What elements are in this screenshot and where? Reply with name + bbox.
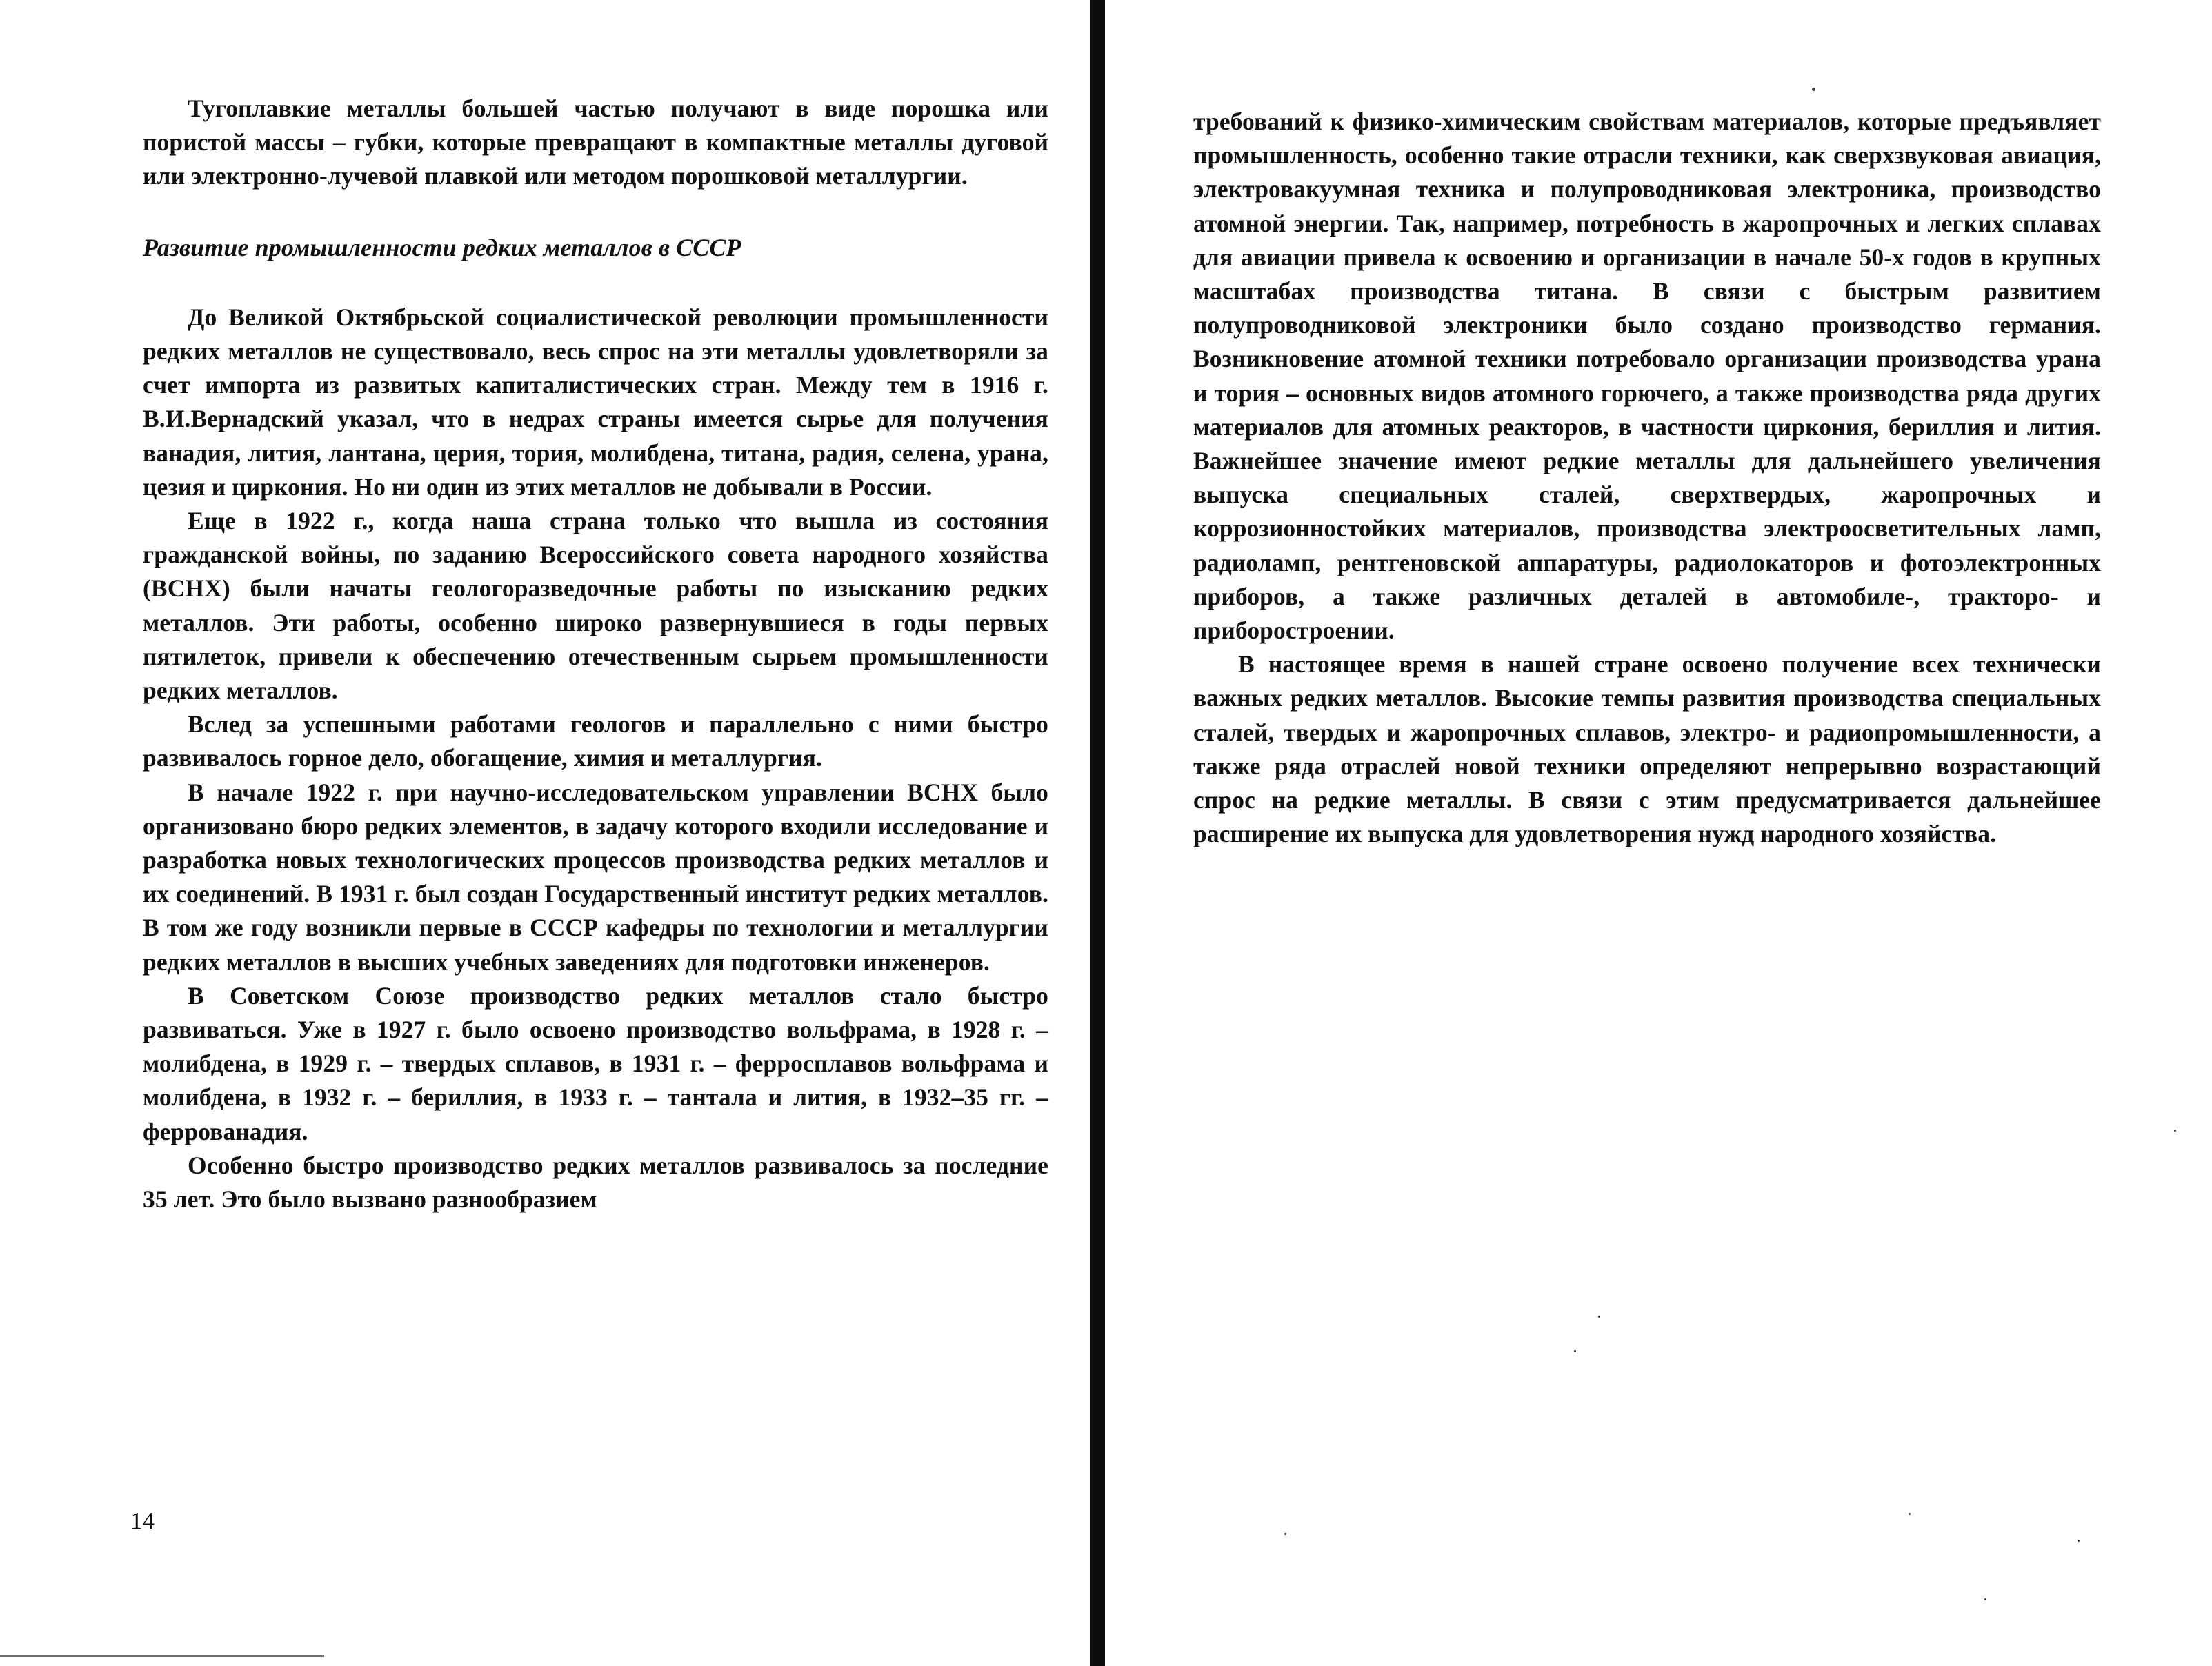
intro-paragraph: Тугоплавкие металлы большей частью получают в виде порошка или пористой массы – губки, которые превращают в компактные металлы дуговой или электронно-лучевой плавкой или методом порошковой металлургии. <box>143 94 1048 190</box>
scan-speck <box>2174 1130 2176 1132</box>
paragraph-1922-geology: Еще в 1922 г., когда наша страна только что вышла из состояния гражданской войны, по заданию Всероссийского совета народного хозяйства (ВСНХ) были начаты геологоразведочные работы по изысканию редких металлов. Эти работы, особенно широко развернувшиеся в годы первых пятилеток, привели к обеспечению отечественным сырьем промышленности редких металлов. <box>143 507 1048 705</box>
paragraph-mining: Вслед за успешными работами геологов и параллельно с ними быстро развивалось горное дело, обогащение, химия и металлургия. <box>143 710 1048 772</box>
scan-speck <box>1909 1513 1911 1515</box>
paragraph-present-time: В настоящее время в нашей стране освоено получение всех технически важных редких металлов. Высокие темпы развития производства специальных сталей, твердых и жаропрочных сплавов, электро- и радиопромышленности, а также ряда отраслей новой техники определяют непрерывно возрастающий спрос на редкие металлы. В связи с этим предусматривается дальнейшее расширение их выпуска для удовлетворения нужд народного хозяйства. <box>1193 650 2101 848</box>
scan-bottom-line <box>0 1655 324 1657</box>
paragraph-last-35-years: Особенно быстро производство редких металлов развивалось за последние 35 лет. Это было вызвано разнообразием <box>143 1151 1048 1214</box>
paragraph-production-dates: В Советском Союзе производство редких металлов стало быстро развиваться. Уже в 1927 г. было освоено производство вольфрама, в 1928 г. – молибдена, в 1929 г. – твердых сплавов, в 1931 г. – ферросплавов вольфрама и молибдена, в 1932 г. – бериллия, в 1933 г. – тантала и лития, в 1932–35 гг. – феррованадия. <box>143 981 1048 1145</box>
scan-speck <box>1574 1350 1576 1352</box>
right-text-column <box>1193 105 2101 851</box>
page-number: 14 <box>130 1507 155 1534</box>
scan-speck <box>1984 1598 1986 1600</box>
scan-speck <box>1598 1316 1600 1318</box>
paragraph-requirements: требований к физико-химическим свойствам материалов, которые предъявляет промышленность, особенно такие отрасли техники, как сверхзвуковая авиация, электровакуумная техника и полупроводниковая электроника, производство атомной энергии. Так, например, потребность в жаропрочных и легких сплавах для авиации привела к освоению и организации в начале 50-х годов в крупных масштабах производства титана. В связи с быстрым развитием полупроводниковой электроники было создано производство германия. Возникновение атомной техники потребовало организации производства урана и тория – основных видов атомного горючего, а также производства ряда других материалов для атомных реакторов, в частности циркония, бериллия и лития. Важнейшее значение имеют редкие металлы для дальнейшего увеличения выпуска специальных сталей, сверхтвердых, жаропрочных и коррозионностойких материалов, производства электроосветительных ламп, радиоламп, рентгеновской аппаратуры, радиолокаторов и фотоэлектронных приборов, а также различных деталей в автомобиле-, тракторо- и приборостроении. <box>1193 108 2101 645</box>
left-text-column <box>143 92 1048 1216</box>
book-gutter <box>1090 0 1105 1666</box>
left-page <box>0 0 1090 1666</box>
paragraph-revolution: До Великой Октябрьской социалистической революции промышленности редких металлов не существовало, весь спрос на эти металлы удовлетворяли за счет импорта из развитых капиталистических стран. Между тем в 1916 г. В.И.Вернадский указал, что в недрах страны имеется сырье для получения ванадия, лития, лантана, церия, тория, молибдена, титана, радия, селена, урана, цезия и циркония. Но ни один из этих металлов не добывали в России. <box>143 303 1048 501</box>
scan-speck <box>2078 1540 2080 1542</box>
scan-speck <box>1812 88 1815 91</box>
paragraph-bureau: В начале 1922 г. при научно-исследовательском управлении ВСНХ было организовано бюро редких элементов, в задачу которого входили исследование и разработка новых технологических процессов производства редких металлов и их соединений. В 1931 г. был создан Государственный институт редких металлов. В том же году возникли первые в СССР кафедры по технологии и металлургии редких металлов в высших учебных заведениях для подготовки инженеров. <box>143 778 1048 976</box>
scan-speck <box>1284 1533 1286 1535</box>
section-heading: Развитие промышленности редких металлов в СССР <box>143 233 741 261</box>
